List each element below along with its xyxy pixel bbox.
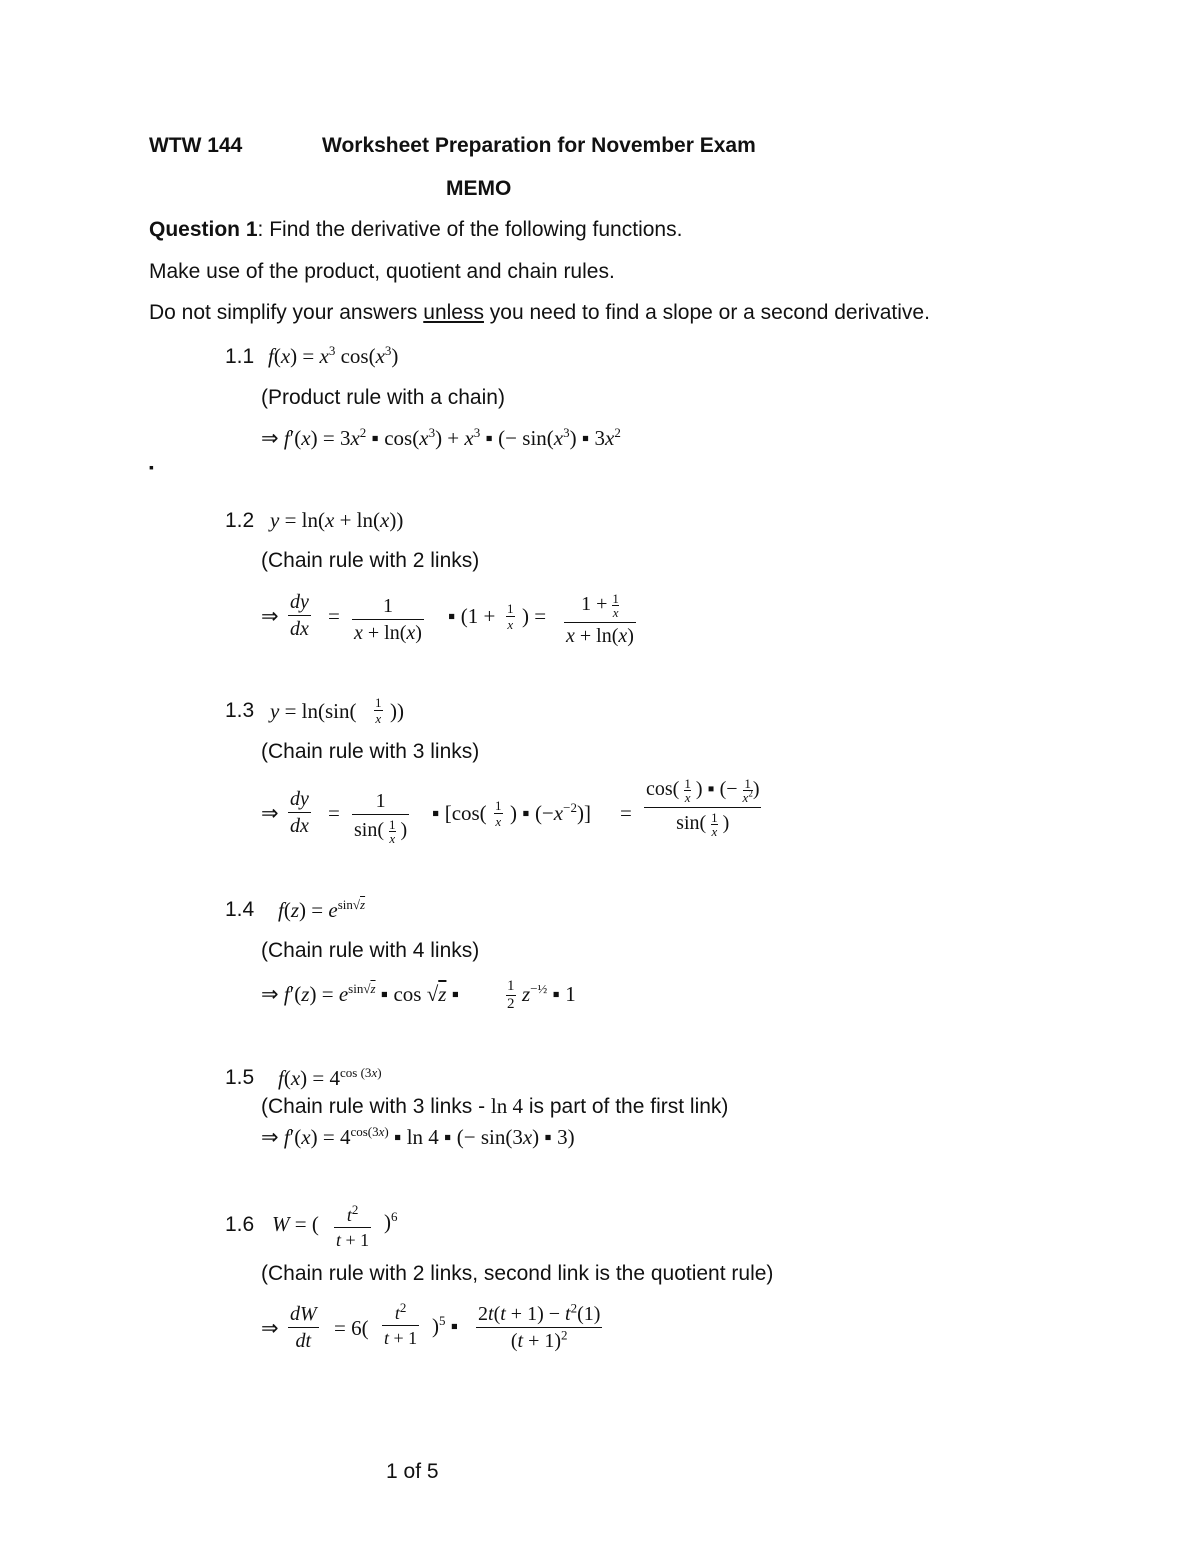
course-code: WTW 144 xyxy=(149,134,243,157)
question-line-2: Make use of the product, quotient and chain rules. xyxy=(149,260,615,283)
fraction: $\frac{2t(t + 1) - t^2(1)}{(t + 1)^2}$ xyxy=(478,1300,601,1352)
page-number: 1 of 5 xyxy=(386,1460,439,1483)
item-note: (Product rule with a chain) xyxy=(261,386,505,409)
fraction: $\frac{1}{x}$ xyxy=(495,798,502,829)
fraction: cos( $\frac{1}{x}$ ) ▪ (− $\frac{1}{x^2}$ ) sin( $\frac{1}{x}$ ) xyxy=(646,776,760,839)
implies-symbol: ⇒ xyxy=(261,801,279,825)
question-text: : Find the derivative of the following functions. xyxy=(257,218,683,241)
question-label: Question 1 xyxy=(149,218,258,241)
worksheet-page: WTW 144 Worksheet Preparation for November Exam MEMO Question 1: Find the derivative of the following functions. Make use of the product, quotient and chain rules. Do not simplify your answers unless you need to find a slope or a second derivative. 1.1 $f(x) = x^3$ $\cos(x^3)$ (Product rule with a chain) ⇒ $f'(x) = 3x^2$ ▪ $\cos(x^3) + x^3$ ▪ (− $\sin(x^3)$ ▪ $3x^2$ ▪ 1.2 y = ln(x + ln(x)) (Chain rule with 2 links) ⇒ $\frac{dy}{dx}$ = $\frac{1}{x + \ln(x)}$ ▪ (1 + $\frac{1}{x}$ ) = 1 + $\frac{1}{x}$ x + ln(x) 1.3 y = ln(sin( $\frac{1}{x}$ )) (Chain rule with 3 links) ⇒ $\frac{dy}{dx}$ = 1 sin( $\frac{1}{x}$ ) ▪ [cos( $\frac{1}{x}$ ) ▪ $(-x^{-2})$] = cos( $\frac{1}{x}$ ) ▪ (− $\frac{1}{x^2}$ ) sin( $\frac{1}{x}$ ) 1.4 $f(z) = e^{sin√z}$ (Chain rule with 4 links) ⇒ $f'(z) = e^{sin√z}$ ▪ cos √z ▪ $\frac{1}{2}$ $z^{-\frac{1}{2}}$ ▪ 1 1.5 $f(x) = 4^{cos (3x)}$ (Chain rule with 3 links - ln 4 is part of the first link) ⇒ $f'(x) = 4^{cos(3x)}$ ▪ ln 4 ▪ (− sin(3x) ▪ 3) 1.6 W = ( $\frac{t^2}{t + 1}$ )$^6$ (Chain rule with 2 links, second link is the quotient rule) ⇒ $\frac{dW}{dt}$ = 6( $\frac{t^2}{t + 1}$ )$^5$ ▪ $\frac{2t(t + 1) - t^2(1)}{(t + 1)^2}$ 1 of 5 xyxy=(149,134,930,1483)
equation-1-1: $f(x) = x^3$ $\cos(x^3)$ xyxy=(268,343,399,368)
fraction: $\frac{t^2}{t + 1}$ xyxy=(384,1300,418,1348)
item-number: 1.3 xyxy=(225,699,255,722)
fraction-dy-dx: $\frac{dy}{dx}$ xyxy=(290,788,309,837)
question-line-3: Do not simplify your answers unless you need to find a slope or a second derivative. xyxy=(149,301,930,324)
fraction: 1 + $\frac{1}{x}$ x + ln(x) xyxy=(566,591,634,647)
fraction: $\frac{1}{x + \ln(x)}$ xyxy=(354,595,422,644)
fraction: 1 sin( $\frac{1}{x}$ ) xyxy=(354,790,408,846)
implies-symbol: ⇒ xyxy=(261,604,279,628)
fraction: $\frac{t^2}{t + 1}$ xyxy=(336,1202,370,1250)
item-number: 1.2 xyxy=(225,509,255,532)
implies-symbol: ⇒ xyxy=(261,1316,279,1340)
item-note: (Chain rule with 2 links) xyxy=(261,549,480,572)
item-number: 1.1 xyxy=(225,345,255,368)
fraction: $\frac{1}{x}$ xyxy=(507,601,514,632)
equation-1-6: W = ( xyxy=(272,1212,319,1236)
equation-1-4: $f(z) = e^{sin√z}$ xyxy=(278,897,366,922)
fraction: $\frac{1}{x}$ xyxy=(375,695,382,726)
bullet-marker: ▪ xyxy=(149,459,154,475)
item-number: 1.4 xyxy=(225,898,255,921)
equation-1-2: y = ln(x + ln(x)) xyxy=(270,508,404,532)
item-note: (Chain rule with 2 links, second link is the quotient rule) xyxy=(261,1262,774,1285)
unless-underlined: unless xyxy=(423,301,484,324)
fraction-dy-dx: $\frac{dy}{dx}$ xyxy=(290,591,309,640)
fraction: $\frac{1}{2}$ xyxy=(507,978,515,1012)
item-note: (Chain rule with 3 links - ln 4 is part of the first link) xyxy=(261,1094,729,1118)
equation-1-5: $f(x) = 4^{cos (3x)}$ xyxy=(278,1065,382,1090)
item-note: (Chain rule with 4 links) xyxy=(261,939,480,962)
item-number: 1.6 xyxy=(225,1213,255,1236)
answer-1-4: ⇒ $f'(z) = e^{sin√z}$ ▪ cos √z ▪ xyxy=(261,981,460,1006)
fraction-dW-dt: $\frac{dW}{dt}$ xyxy=(290,1303,317,1352)
memo-heading: MEMO xyxy=(446,177,512,200)
answer-1-5: ⇒ $f'(x) = 4^{cos(3x)}$ ▪ ln 4 ▪ (− sin(3x) ▪ 3) xyxy=(261,1124,575,1149)
question-line-1 xyxy=(149,219,682,240)
worksheet-title: Worksheet Preparation for November Exam xyxy=(322,134,756,157)
item-number: 1.5 xyxy=(225,1066,255,1089)
equation-1-3: y = ln(sin( xyxy=(270,699,357,723)
item-note: (Chain rule with 3 links) xyxy=(261,740,480,763)
answer-1-1: ⇒ $f'(x) = 3x^2$ ▪ $\cos(x^3) + x^3$ ▪ (− $\sin(x^3)$ ▪ $3x^2$ xyxy=(261,425,621,450)
